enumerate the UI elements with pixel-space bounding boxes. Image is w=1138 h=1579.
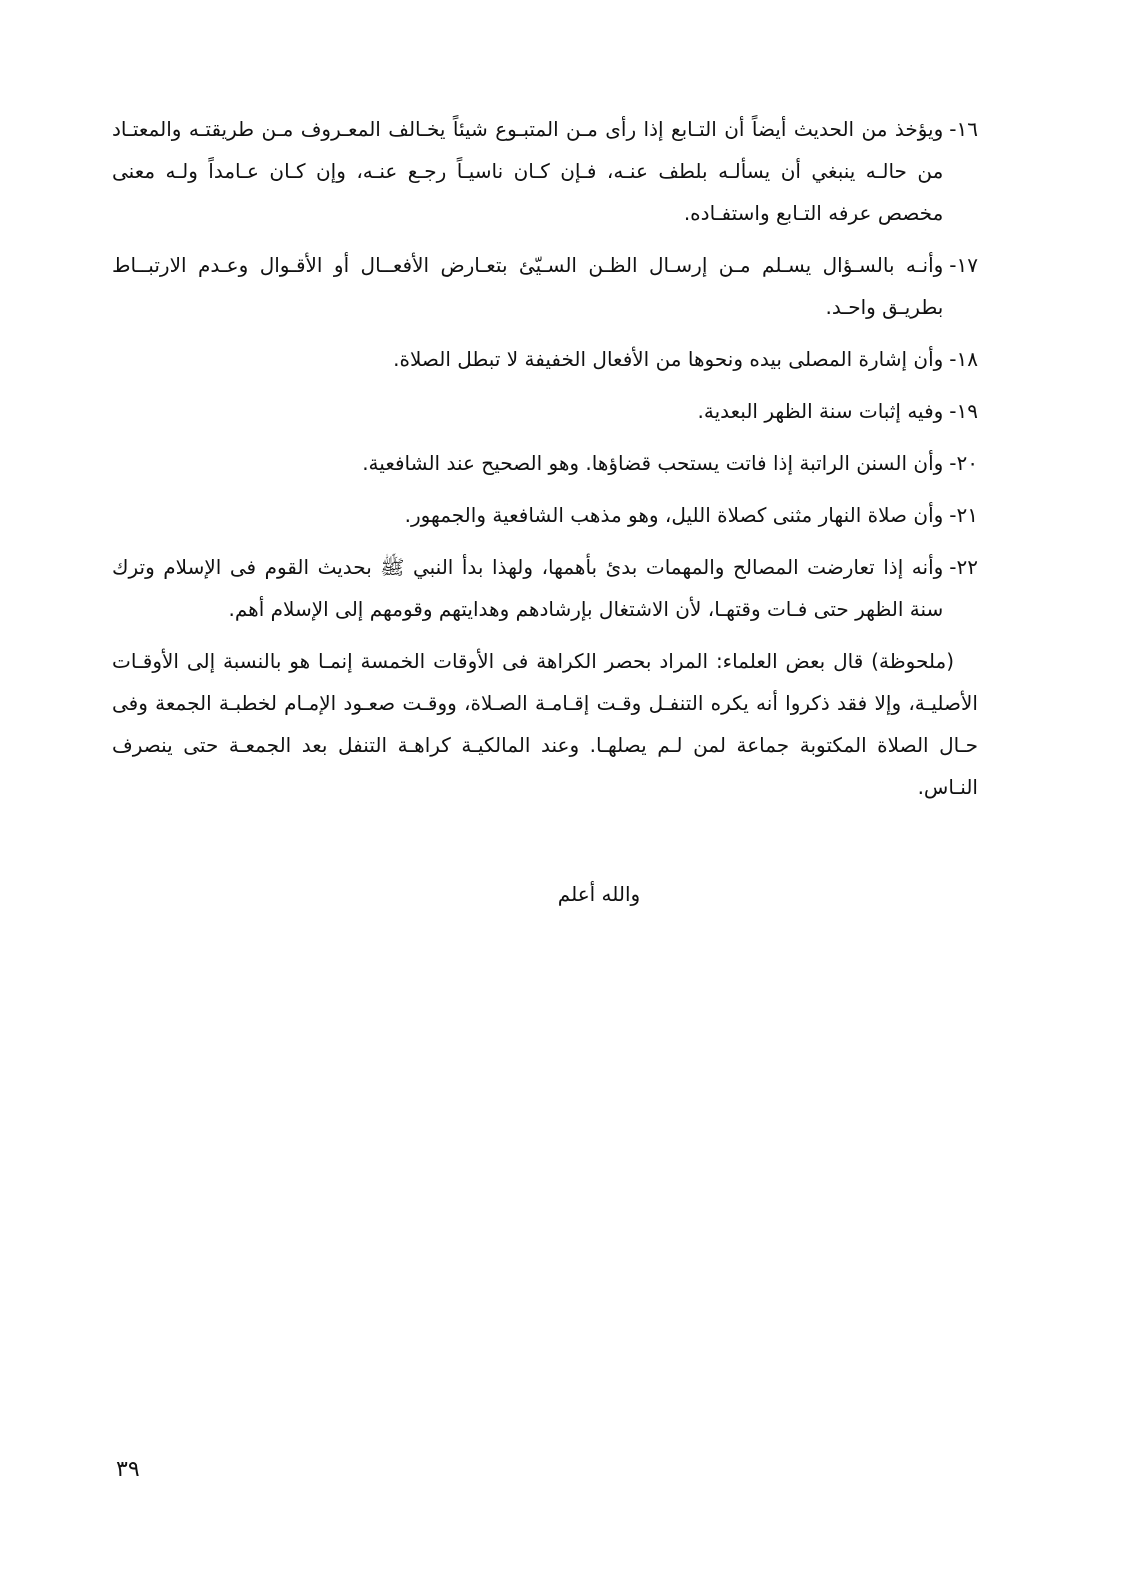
item-number: ١٨-	[949, 347, 978, 371]
closing-text: والله أعلم	[557, 882, 641, 906]
list-item-19	[112, 390, 978, 432]
item-text: وأنـه بالسـؤال يسـلم مـن إرسـال الظـن السـيّئ بتعـارض الأفعــال أو الأقـوال وعـدم الارتبــاط بطريـق واحـد.	[112, 253, 944, 319]
page-number: ٣٩	[116, 1457, 140, 1482]
list-item-20	[112, 442, 978, 484]
item-text: وأن السنن الراتبة إذا فاتت يستحب قضاؤها. وهو الصحيح عند الشافعية.	[362, 451, 944, 475]
document-body	[112, 108, 978, 828]
item-number: ٢١-	[949, 503, 978, 527]
item-number: ١٩-	[949, 399, 978, 423]
note-paragraph: (ملحوظة) قال بعض العلماء: المراد بحصر الكراهة فى الأوقات الخمسة إنمـا هو بالنسبة إلى الأوقـات الأصليـة، وإلا فقد ذكروا أنه يكره التنفـل وقـت إقـامـة الصـلاة، ووقـت صعـود الإمـام لخطبـة الجمعة وفى حـال الصلاة المكتوبة جماعة لمن لـم يصلهـا. وعند المالكيـة كراهـة التنفل بعد الجمعـة حتى ينصرف النـاس.	[112, 649, 978, 799]
list-item-16	[112, 108, 978, 234]
list-item-21	[112, 494, 978, 536]
item-number: ٢٠-	[949, 451, 978, 475]
item-text: ويؤخذ من الحديث أيضاً أن التـابع إذا رأى مـن المتبـوع شيئاً يخـالف المعـروف مـن طريقتـه والمعتـاد من حالـه ينبغي أن يسألـه بلطف عنـه، فـإن كـان ناسيـاً رجـع عنـه، وإن كـان عـامداً ولـه معنى مخصص عرفه التـابع واستفـاده.	[112, 117, 944, 225]
list-item-22	[112, 546, 978, 630]
list-item-17	[112, 244, 978, 328]
item-number: ١٦-	[949, 117, 978, 141]
item-number: ١٧-	[949, 253, 978, 277]
list-item-18	[112, 338, 978, 380]
item-text: وأنه إذا تعارضت المصالح والمهمات بدئ بأهمها، ولهذا بدأ النبي ﷺ بحديث القوم فى الإسلام وترك سنة الظهر حتى فـات وقتهـا، لأن الاشتغال بإرشادهم وهدايتهم وقومهم إلى الإسلام أهم.	[112, 555, 944, 621]
item-text: وأن صلاة النهار مثنى كصلاة الليل، وهو مذهب الشافعية والجمهور.	[404, 503, 944, 527]
item-number: ٢٢-	[949, 555, 978, 579]
closing-line	[0, 882, 1138, 906]
item-text: وأن إشارة المصلى بيده ونحوها من الأفعال الخفيفة لا تبطل الصلاة.	[393, 347, 944, 371]
item-text: وفيه إثبات سنة الظهر البعدية.	[697, 399, 944, 423]
